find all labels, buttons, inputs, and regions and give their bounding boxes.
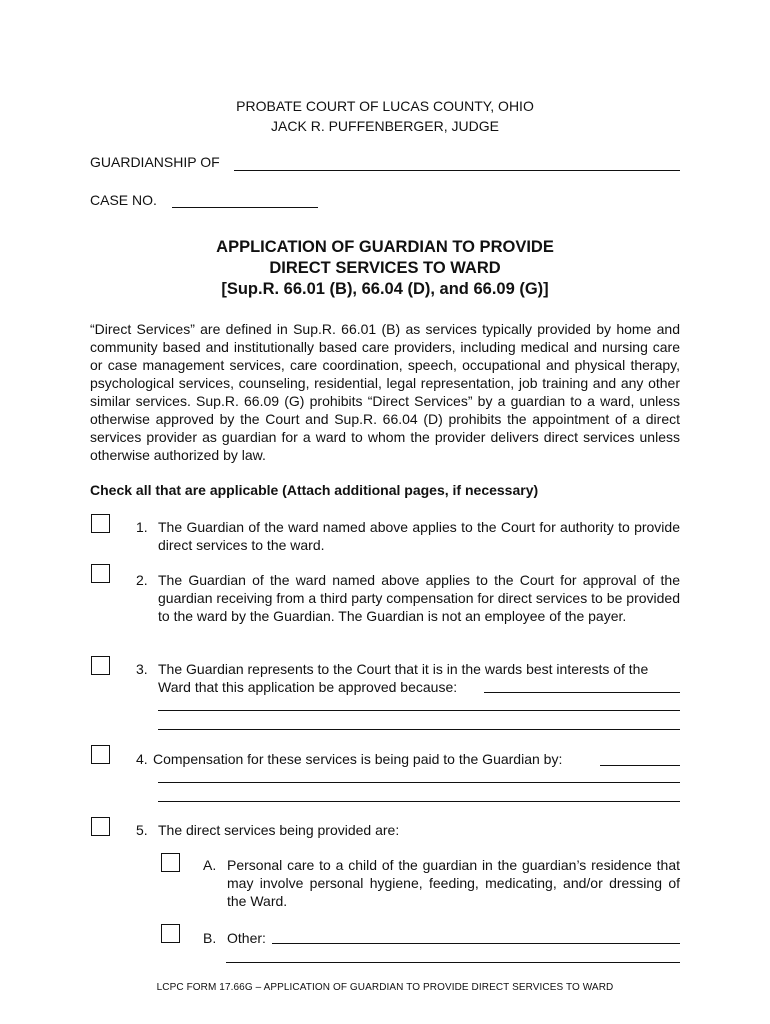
item-4-payer-line-2[interactable]: [158, 782, 680, 783]
subitem-b-other-line-2[interactable]: [226, 962, 680, 963]
form-footer: LCPC FORM 17.66G – APPLICATION OF GUARDIAN TO PROVIDE DIRECT SERVICES TO WARD: [156, 982, 614, 993]
item-4-text: Compensation for these services is being paid to the Guardian by:: [153, 751, 563, 767]
item-4-payer-line-1[interactable]: [600, 765, 680, 766]
item-5: [136, 821, 680, 841]
form-title: [0, 237, 770, 300]
item-2: [136, 571, 680, 647]
item-2-text: The Guardian of the ward named above applies to the Court for approval of the guardian receiving from a third party compensation for direct services to be provided to the ward by the Guardian. The Guardian is not an employee of the payer.: [158, 572, 680, 624]
check-heading: Check all that are applicable (Attach additional pages, if necessary): [90, 482, 539, 498]
subitem-a-letter: A.: [203, 857, 217, 873]
subitem-a: [203, 856, 680, 912]
item-3-text-line-1: The Guardian represents to the Court that it is in the wards best interests of the: [158, 661, 649, 677]
item-3-reason-line-2[interactable]: [158, 710, 680, 711]
item-3-text: [158, 660, 680, 696]
guardianship-row: [90, 154, 220, 170]
guardianship-input-line[interactable]: [234, 170, 680, 171]
item-1: [136, 518, 680, 558]
checkbox-subitem-a[interactable]: [161, 853, 180, 872]
checkbox-item-4[interactable]: [91, 745, 110, 764]
item-5-number: 5.: [136, 822, 148, 838]
item-3-reason-line-3[interactable]: [158, 729, 680, 730]
item-3: [136, 660, 680, 700]
item-4-payer-line-3[interactable]: [158, 801, 680, 802]
checkbox-item-3[interactable]: [91, 656, 110, 675]
title-line-2: DIRECT SERVICES TO WARD: [269, 259, 501, 277]
case-no-row: [90, 192, 157, 208]
item-5-text: The direct services being provided are:: [158, 822, 400, 838]
item-3-number: 3.: [136, 661, 148, 677]
subitem-b-letter: B.: [203, 930, 217, 946]
subitem-b: [203, 929, 283, 949]
title-line-3: [Sup.R. 66.01 (B), 66.04 (D), and 66.09 (G)]: [221, 280, 549, 298]
intro-paragraph: “Direct Services” are defined in Sup.R. 66.01 (B) as services typically provided by home and community based and institutionally based care providers, including medical and nursing care or case management services, care coordination, speech, occupational and physical therapy, psychological services, counseling, residential, legal representation, job training and any other similar services. Sup.R. 66.09 (G) prohibits “Direct Services” by a guardian to a ward, unless otherwise approved by the Court and Sup.R. 66.04 (D) prohibits the appointment of a direct services provider as guardian for a ward to whom the provider delivers direct services unless otherwise authorized by law.: [90, 321, 680, 463]
guardianship-label: GUARDIANSHIP OF: [90, 154, 220, 170]
item-4: [136, 750, 606, 770]
checkbox-item-2[interactable]: [91, 564, 110, 583]
checkbox-subitem-b[interactable]: [161, 924, 180, 943]
item-4-number: 4.: [136, 751, 148, 767]
checkbox-item-5[interactable]: [91, 817, 110, 836]
subitem-a-text: Personal care to a child of the guardian in the guardian’s residence that may involve personal hygiene, feeding, medicating, and/or dressing of the Ward.: [227, 857, 680, 909]
item-3-reason-line-1[interactable]: [484, 692, 680, 693]
item-3-text-line-2: Ward that this application be approved because:: [158, 679, 458, 695]
subitem-b-text: Other:: [227, 930, 266, 946]
court-name: PROBATE COURT OF LUCAS COUNTY, OHIO: [236, 98, 534, 114]
item-2-number: 2.: [136, 572, 148, 588]
item-1-number: 1.: [136, 519, 148, 535]
item-1-text: The Guardian of the ward named above applies to the Court for authority to provide direct services to the ward.: [158, 519, 680, 553]
checkbox-item-1[interactable]: [91, 514, 110, 533]
court-header: [0, 96, 770, 136]
subitem-b-other-line-1[interactable]: [272, 943, 680, 944]
case-no-label: CASE NO.: [90, 192, 157, 208]
case-no-input-line[interactable]: [172, 207, 318, 208]
title-line-1: APPLICATION OF GUARDIAN TO PROVIDE: [216, 238, 554, 256]
judge-name: JACK R. PUFFENBERGER, JUDGE: [271, 118, 499, 134]
